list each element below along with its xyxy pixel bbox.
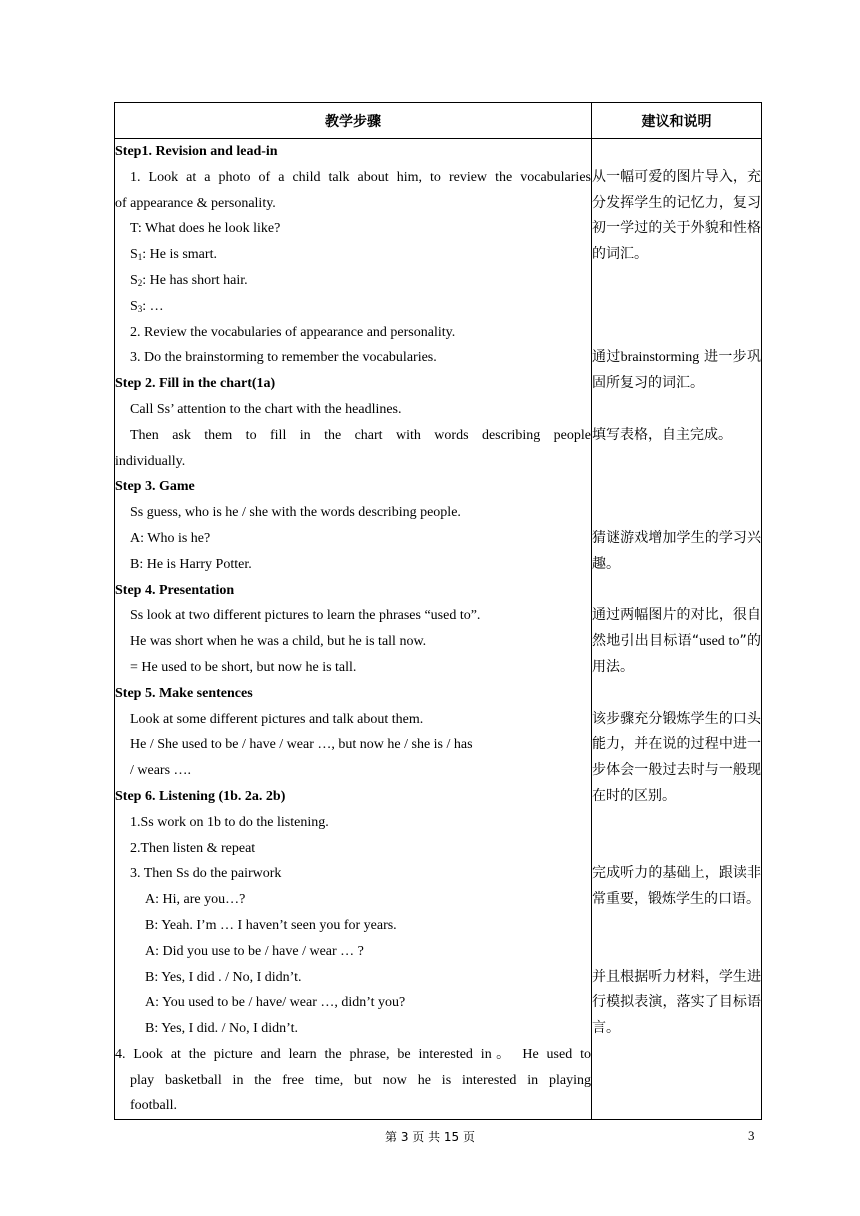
footer-page-info: 第 3 页 共 15 页 xyxy=(385,1130,475,1144)
step2-title: Step 2. Fill in the chart(1a) xyxy=(115,376,276,392)
step4-line1: Ss look at two different pictures to learn the phrases “used to”. xyxy=(130,608,481,624)
note-roleplay: 并且根据听力材料，学生进行模拟表演，落实了目标语言。 xyxy=(592,968,761,1037)
lesson-plan-table xyxy=(114,102,762,1120)
step4-title: Step 4. Presentation xyxy=(115,582,235,598)
step3-line1: Ss guess, who is he / she with the words describing people. xyxy=(130,505,461,521)
step4-line2: He was short when he was a child, but he is tall now. xyxy=(130,634,427,650)
step1-title: Step1. Revision and lead-in xyxy=(115,144,278,159)
note-fill-chart: 填写表格，自主完成。 xyxy=(592,426,732,443)
step3-b: B: He is Harry Potter. xyxy=(130,556,252,572)
note-sentences: 该步骤充分锻炼学生的口头能力，并在说的过程中进一步体会一般过去时与一般现在时的区别。 xyxy=(592,710,761,804)
note-lead-in: 从一幅可爱的图片导入，充分发挥学生的记忆力，复习初一学过的关于外貌和性格的词汇。 xyxy=(592,168,761,263)
step3-a: A: Who is he? xyxy=(130,530,211,546)
table-body-row xyxy=(115,139,762,1120)
step1-teacher: T: What does he look like? xyxy=(130,221,281,237)
step5-line1: Look at some different pictures and talk about them. xyxy=(130,711,424,727)
step1-line3: 3. Do the brainstorming to remember the vocabularies. xyxy=(130,350,437,366)
notes-cell xyxy=(592,139,762,1120)
header-steps: 教学步骤 xyxy=(115,103,592,139)
step1-student2: $S_2$: He has short hair. xyxy=(130,272,248,288)
note-game: 猜谜游戏增加学生的学习兴趣。 xyxy=(592,529,761,572)
step6-dialog6: B: Yes, I did. / No, I didn’t. xyxy=(145,1021,298,1037)
step2-line2b: individually. xyxy=(115,453,186,469)
header-notes: 建议和说明 xyxy=(592,103,762,139)
step6-line4a: 4. Look at the picture and learn the phrase, be interested in。 He used to xyxy=(115,1046,591,1062)
footer-page-number: 3 xyxy=(748,1128,755,1143)
step5-line2: He / She used to be / have / wear …, but now he / she is / has xyxy=(130,737,473,753)
step6-line4c: football. xyxy=(130,1098,178,1114)
note-brainstorming: 通过brainstorming 进一步巩固所复习的词汇。 xyxy=(592,349,762,392)
note-presentation: 通过两幅图片的对比，很自然地引出目标语“used to”的用法。 xyxy=(592,607,761,675)
step6-line1: 1.Ss work on 1b to do the listening. xyxy=(130,814,329,830)
table-header-row xyxy=(115,103,762,139)
step1-line2: 2. Review the vocabularies of appearance and personality. xyxy=(130,324,456,340)
step1-line1b: of appearance & personality. xyxy=(115,195,276,211)
step6-line2: 2.Then listen & repeat xyxy=(130,840,256,856)
step6-dialog5: A: You used to be / have/ wear …, didn’t you? xyxy=(145,995,406,1011)
step5-line3: / wears …. xyxy=(130,763,192,779)
step6-dialog4: B: Yes, I did . / No, I didn’t. xyxy=(145,969,302,985)
step5-title: Step 5. Make sentences xyxy=(115,685,253,701)
step6-title: Step 6. Listening (1b. 2a. 2b) xyxy=(115,788,286,804)
step4-line3: = He used to be short, but now he is tall. xyxy=(130,659,357,675)
step6-dialog1: A: Hi, are you…? xyxy=(145,892,246,908)
step1-student3: $S_3$: … xyxy=(130,298,164,314)
step1-line1a: 1. Look at a photo of a child talk about him, to review the vocabularies xyxy=(130,169,591,185)
steps-cell xyxy=(115,139,592,1120)
step1-student1: $S_1$: He is smart. xyxy=(130,247,217,263)
step6-line3: 3. Then Ss do the pairwork xyxy=(130,866,282,882)
step3-title: Step 3. Game xyxy=(115,479,195,495)
note-listening: 完成听力的基础上，跟读非常重要，锻炼学生的口语。 xyxy=(592,865,761,908)
step6-dialog3: A: Did you use to be / have / wear … ? xyxy=(145,943,364,959)
step2-line2a: Then ask them to fill in the chart with words describing people xyxy=(130,427,591,443)
step6-dialog2: B: Yeah. I’m … I haven’t seen you for years. xyxy=(145,917,397,933)
step2-line1: Call Ss’ attention to the chart with the headlines. xyxy=(130,401,402,417)
step6-line4b: play basketball in the free time, but now he is interested in playing xyxy=(130,1072,591,1088)
